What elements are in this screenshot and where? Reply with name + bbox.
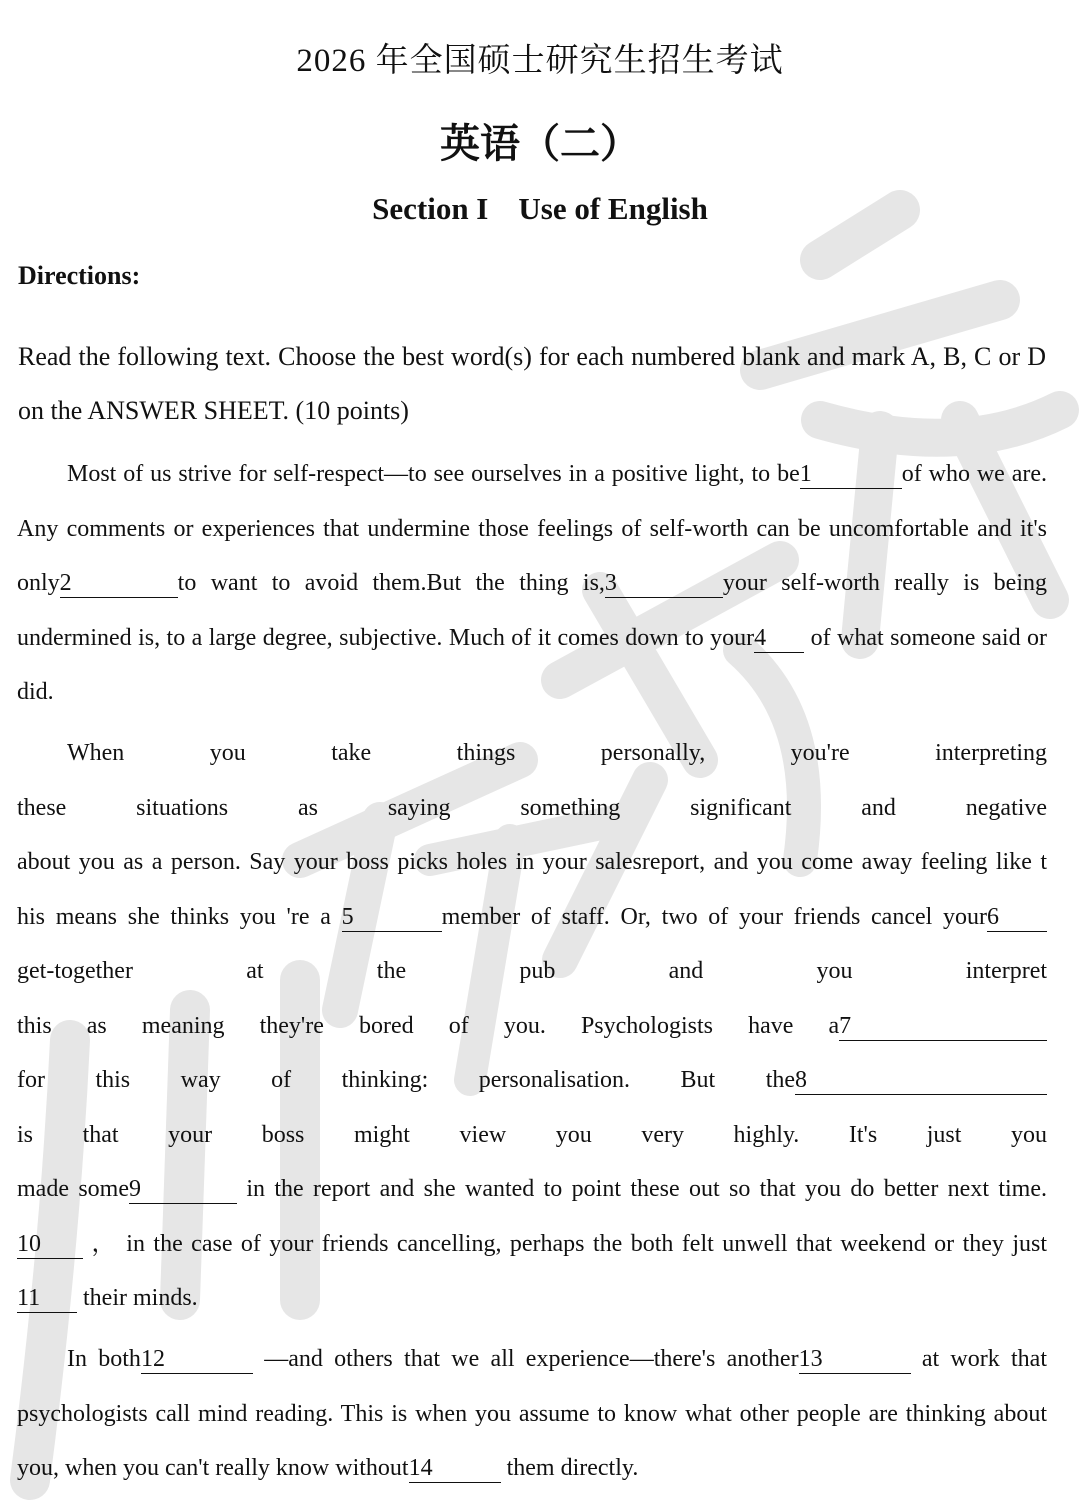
- p1-text-5: of what someone said or did.: [17, 624, 1047, 705]
- p2-line-10: 10 ， in the case of your friends cancelling, perhaps the both felt unwell that weekend or they just: [17, 1230, 1048, 1257]
- section-label: Section I: [372, 191, 489, 226]
- p2-line-9: made some9 in the report and she wanted to point these out so that you do better next time.: [17, 1176, 1047, 1202]
- p2-line-8: is that your boss might view you very highly. It's just you: [17, 1121, 1048, 1148]
- blank-7: 7: [839, 1014, 1047, 1041]
- p2-line-3: about you as a person. Say your boss picks holes in your salesreport, and you come away feeling like t: [17, 849, 1047, 875]
- paragraph-3: In both12 —and others that we all experience—there's another13 at work that psychologists call mind reading. This is when you assume to know what other people are thinking about you, when you can't really know without14 them directly.: [17, 1346, 1048, 1481]
- blank-14: 14: [409, 1456, 501, 1483]
- blank-6: 6: [987, 905, 1047, 932]
- p1-text-1: Most of us strive for self-respect—to see ourselves in a positive light, to be: [67, 461, 800, 487]
- blank-8: 8: [795, 1068, 1047, 1095]
- paragraph-2: [17, 726, 1047, 1326]
- blank-1: 1: [800, 462, 902, 489]
- blank-10: 10: [17, 1232, 83, 1259]
- p1-text-3: to want to avoid them.But the thing is,: [177, 570, 605, 596]
- section-title: [0, 191, 1080, 227]
- exam-title: 2026 年全国硕士研究生招生考试: [296, 43, 784, 79]
- p2-line-11: 11 their minds.: [17, 1285, 198, 1311]
- blank-2: 2: [60, 571, 178, 598]
- directions-text: Read the following text. Choose the best word(s) for each numbered blank and mark A, B, C or D on the ANSWER SHEET. (10 points): [18, 342, 1046, 425]
- paragraph-1: [17, 447, 1047, 720]
- section-name: Use of English: [518, 191, 708, 226]
- directions-label: Directions:: [18, 261, 141, 290]
- p1-text-4: your self-worth really is being undermined is, to a large degree, subjective. Much of it comes down to your: [17, 570, 1048, 651]
- p1-text-2: of who we are. Any comments or experiences that undermine those feelings of self-worth can be uncomfortable and it's only: [17, 461, 1048, 596]
- blank-4: 4: [754, 626, 804, 653]
- p2-line-1: When you take things personally, you're interpreting: [67, 740, 1048, 766]
- blank-11: 11: [17, 1286, 77, 1313]
- blank-12: 12: [141, 1347, 253, 1374]
- subject-title: 英语（二）: [440, 121, 640, 167]
- blank-13: 13: [799, 1347, 911, 1374]
- blank-5: 5: [342, 905, 442, 932]
- p2-line-6: this as meaning they're bored of you. Psychologists have a7: [17, 999, 1047, 1054]
- p2-line-2: these situations as saying something significant and negative: [17, 794, 1048, 821]
- p2-line-5: get-together at the pub and you interpret: [17, 958, 1048, 984]
- p2-line-7: for this way of thinking: personalisation. But the8: [17, 1053, 1047, 1108]
- blank-3: 3: [605, 571, 723, 598]
- p2-line-4: his means she thinks you 're a 5 member of staff. Or, two of your friends cancel your6: [17, 890, 1047, 945]
- blank-9: 9: [129, 1177, 237, 1204]
